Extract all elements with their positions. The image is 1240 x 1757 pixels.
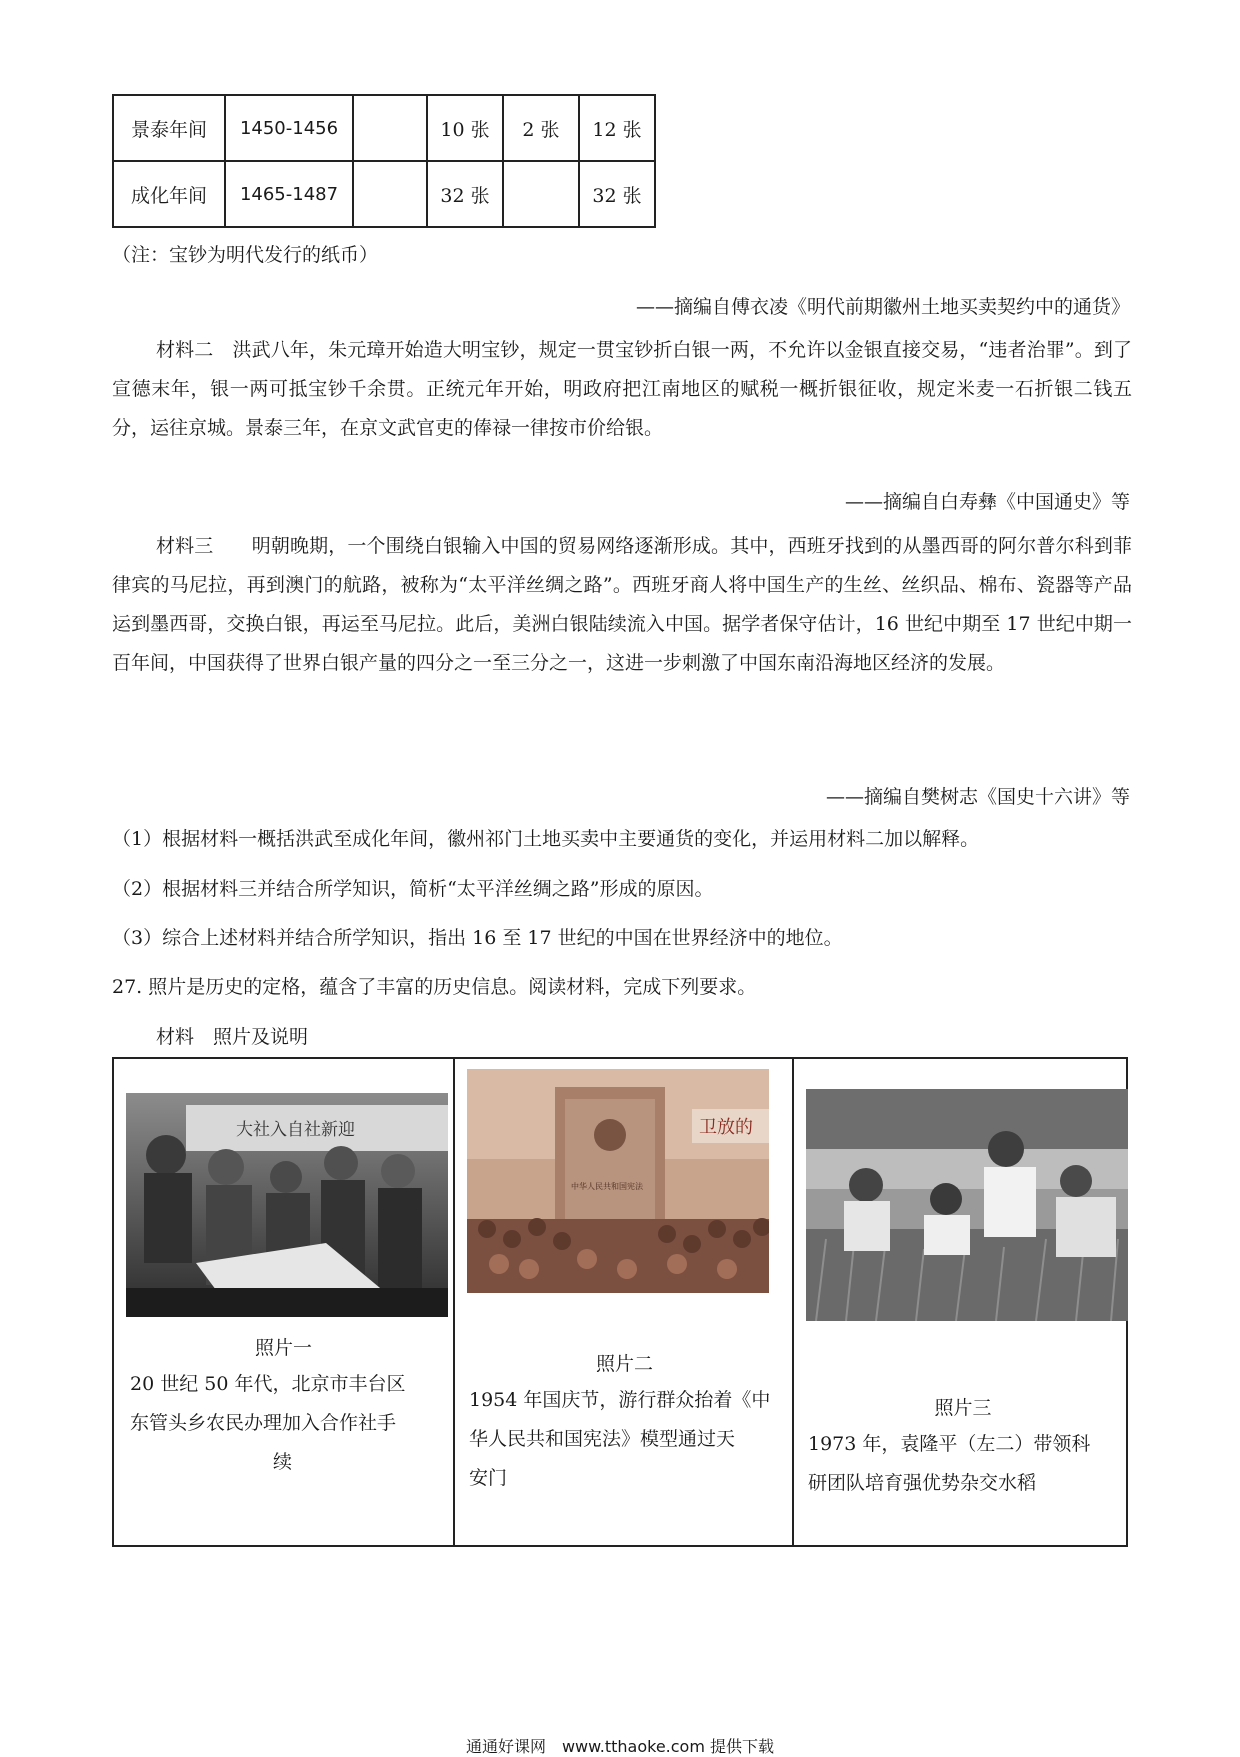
- photo-cell-2: [453, 1059, 792, 1545]
- currency-table: [112, 94, 656, 228]
- table-cell: [353, 161, 427, 227]
- model-label-text: 中华人民共和国宪法: [571, 1182, 643, 1191]
- photo-two-image: [467, 1069, 769, 1293]
- page-footer: 通通好课网 www.tthaoke.com 提供下载: [465, 1737, 775, 1756]
- table-row: [113, 95, 655, 161]
- table-cell: [353, 95, 427, 161]
- side-banner-text: 卫放的: [699, 1117, 753, 1138]
- table-cell: 2 张: [503, 95, 579, 161]
- photo-cell-3: [792, 1059, 1126, 1545]
- table-cell: 12 张: [579, 95, 655, 161]
- cooperative-photo-graphic: [126, 1093, 448, 1317]
- photo-three-image: [806, 1089, 1128, 1321]
- source-citation-3: ——摘编自樊树志《国史十六讲》等: [825, 786, 1130, 808]
- question-27-stem: 27. 照片是历史的定格，蕴含了丰富的历史信息。阅读材料，完成下列要求。: [112, 976, 757, 998]
- rice-field-photo-graphic: [806, 1089, 1128, 1321]
- table-cell: 成化年间: [113, 161, 225, 227]
- source-citation-1: ——摘编自傅衣凌《明代前期徽州土地买卖契约中的通货》: [635, 296, 1130, 318]
- banner-text: 大社入自社新迎: [236, 1120, 355, 1140]
- table-cell: 1465-1487: [225, 161, 353, 227]
- question-1: （1）根据材料一概括洪武至成化年间，徽州祁门土地买卖中主要通货的变化，并运用材料二加以解释。: [112, 828, 980, 850]
- caption-line: 20 世纪 50 年代，北京市丰台区: [130, 1373, 406, 1395]
- photo-three-caption: [808, 1425, 1090, 1503]
- photo-two-title: 照片二: [595, 1353, 653, 1375]
- source-citation-2: ——摘编自白寿彝《中国通史》等: [844, 491, 1130, 513]
- photo-three-title: 照片三: [934, 1397, 992, 1419]
- caption-line: 研团队培育强优势杂交水稻: [808, 1472, 1037, 1494]
- question-2: （2）根据材料三并结合所学知识，简析“太平洋丝绸之路”形成的原因。: [112, 878, 714, 900]
- photo-cell-1: [114, 1059, 453, 1545]
- photo-two-caption: [469, 1381, 770, 1498]
- caption-line: 1954 年国庆节，游行群众抬着《中: [469, 1389, 771, 1411]
- caption-line: 1973 年，袁隆平（左二）带领科: [808, 1433, 1091, 1455]
- table-note: （注：宝钞为明代发行的纸币）: [112, 244, 379, 266]
- caption-line: 华人民共和国宪法》模型通过天: [469, 1428, 736, 1450]
- table-cell: 景泰年间: [113, 95, 225, 161]
- table-cell: [503, 161, 579, 227]
- material-three-paragraph: 材料三 明朝晚期，一个围绕白银输入中国的贸易网络逐渐形成。其中，西班牙找到的从墨西哥的阿尔普尔科到菲律宾的马尼拉，再到澳门的航路，被称为“太平洋丝绸之路”。西班牙商人将中国生产的生丝、丝织品、棉布、瓷器等产品运到墨西哥，交换白银，再运至马尼拉。此后，美洲白银陆续流入中国。据学者保守估计，16 世纪中期至 17 世纪中期一百年间，中国获得了世界白银产量的四分之一至三分之一，这进一步刺激了中国东南沿海地区经济的发展。: [112, 535, 1132, 674]
- table-row: [113, 161, 655, 227]
- photo-one-caption: [130, 1365, 435, 1482]
- parade-photo-graphic: [467, 1069, 769, 1293]
- table-cell: 32 张: [427, 161, 503, 227]
- table-cell: 10 张: [427, 95, 503, 161]
- caption-line: 东管头乡农民办理加入合作社手: [130, 1412, 397, 1434]
- question-3: （3）综合上述材料并结合所学知识，指出 16 至 17 世纪的中国在世界经济中的地位。: [112, 927, 843, 949]
- material-label: 材料 照片及说明: [156, 1026, 309, 1048]
- photo-table: [112, 1057, 1128, 1547]
- table-cell: 1450-1456: [225, 95, 353, 161]
- caption-line: 安门: [469, 1467, 508, 1489]
- caption-line: 续: [272, 1451, 292, 1473]
- material-two-paragraph: 材料二 洪武八年，朱元璋开始造大明宝钞，规定一贯宝钞折白银一两，不允许以金银直接交易，“违者治罪”。到了宣德末年，银一两可抵宝钞千余贯。正统元年开始，明政府把江南地区的赋税一概折银征收，规定米麦一石折银二钱五分，运往京城。景泰三年，在京文武官吏的俸禄一律按市价给银。: [112, 339, 1132, 439]
- photo-one-title: 照片一: [254, 1337, 312, 1359]
- table-cell: 32 张: [579, 161, 655, 227]
- photo-one-image: [126, 1093, 448, 1317]
